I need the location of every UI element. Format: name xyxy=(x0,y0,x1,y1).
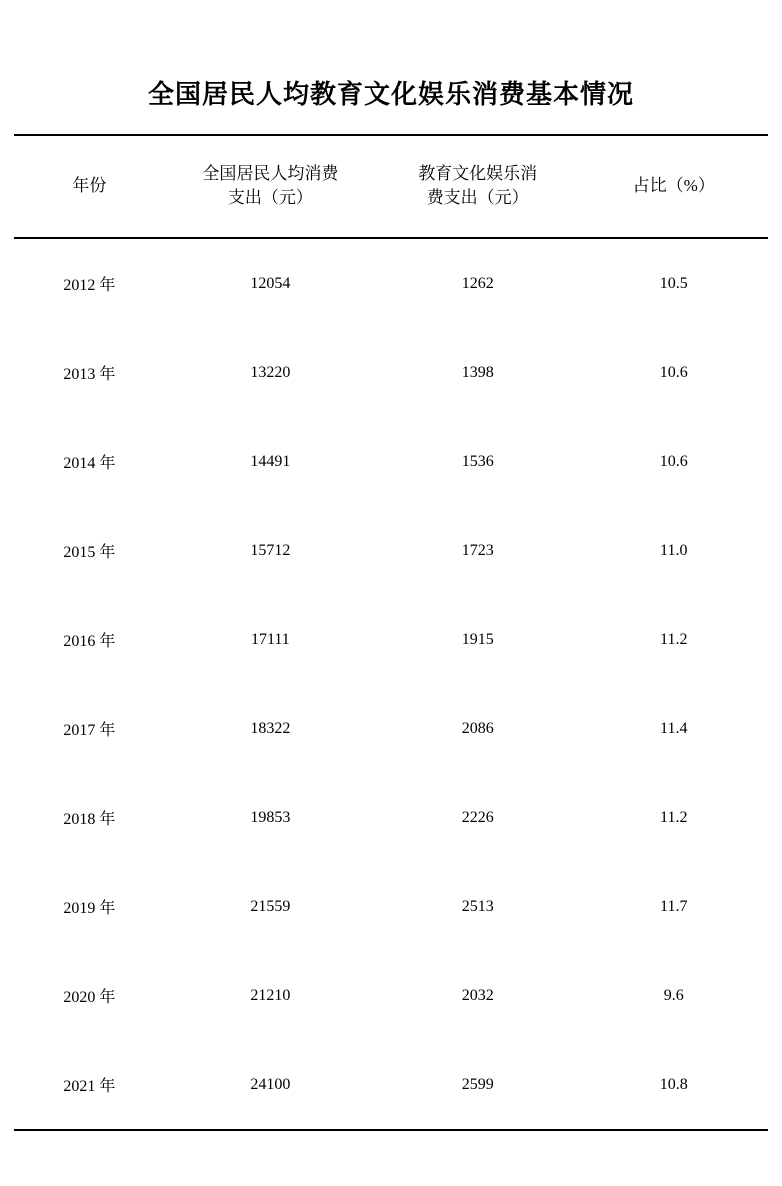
table-row xyxy=(14,1040,768,1130)
cell-total-expenditure: 24100 xyxy=(250,1075,291,1093)
cell-edu-expenditure: 1398 xyxy=(461,363,494,381)
column-header-year xyxy=(14,135,165,238)
table-row xyxy=(14,773,768,862)
column-header-total-expenditure xyxy=(165,135,376,238)
cell-year: 2020 年 xyxy=(63,989,116,1007)
cell-total-expenditure: 15712 xyxy=(250,541,291,559)
cell-share: 10.6 xyxy=(659,363,688,381)
cell-year: 2013 年 xyxy=(63,366,116,384)
cell-total-expenditure: 17111 xyxy=(250,630,290,648)
table-row xyxy=(14,506,768,595)
cell-year: 2012 年 xyxy=(63,277,116,295)
cell-year: 2019 年 xyxy=(63,900,116,918)
cell-share: 11.0 xyxy=(660,541,688,559)
cell-total-expenditure: 21210 xyxy=(250,986,291,1004)
cell-share: 11.7 xyxy=(660,897,688,915)
cell-share: 11.2 xyxy=(660,630,688,648)
cell-edu-expenditure: 2513 xyxy=(461,897,494,915)
cell-share: 10.5 xyxy=(659,274,688,292)
cell-edu-expenditure: 2226 xyxy=(461,808,494,826)
table-row xyxy=(14,951,768,1040)
column-header-year-line1: 年份 xyxy=(72,176,107,196)
cell-edu-expenditure: 1915 xyxy=(461,630,494,648)
cell-edu-expenditure: 1262 xyxy=(461,274,494,292)
cell-total-expenditure: 18322 xyxy=(250,719,291,737)
cell-edu-expenditure: 1536 xyxy=(461,452,494,470)
cell-year: 2016 年 xyxy=(63,633,116,651)
table-header-row xyxy=(14,135,768,238)
cell-edu-expenditure: 2086 xyxy=(461,719,494,737)
cell-share: 10.6 xyxy=(659,452,688,470)
cell-year: 2017 年 xyxy=(63,722,116,740)
cell-share: 10.8 xyxy=(659,1075,688,1093)
consumption-table xyxy=(14,134,768,1131)
cell-year: 2015 年 xyxy=(63,544,116,562)
cell-total-expenditure: 19853 xyxy=(250,808,291,826)
column-header-total-expenditure-line2: 支出（元） xyxy=(227,188,313,208)
cell-year: 2018 年 xyxy=(63,811,116,829)
table-body xyxy=(14,238,768,1130)
column-header-edu-expenditure xyxy=(376,135,580,238)
cell-edu-expenditure: 2599 xyxy=(461,1075,494,1093)
cell-total-expenditure: 21559 xyxy=(250,897,291,915)
table-row xyxy=(14,328,768,417)
column-header-edu-expenditure-line2: 费支出（元） xyxy=(426,188,529,208)
table-row xyxy=(14,595,768,684)
column-header-share xyxy=(579,135,768,238)
cell-edu-expenditure: 2032 xyxy=(461,986,494,1004)
table-header xyxy=(14,135,768,238)
cell-year: 2014 年 xyxy=(63,455,116,473)
column-header-share-line1: 占比（%） xyxy=(632,176,715,196)
page-title: 全国居民人均教育文化娱乐消费基本情况 xyxy=(147,80,634,109)
cell-share: 9.6 xyxy=(663,986,684,1004)
cell-total-expenditure: 14491 xyxy=(250,452,291,470)
cell-total-expenditure: 12054 xyxy=(250,274,291,292)
table-row xyxy=(14,238,768,328)
column-header-total-expenditure-line1: 全国居民人均消费 xyxy=(202,163,339,183)
cell-year: 2021 年 xyxy=(63,1078,116,1096)
cell-share: 11.4 xyxy=(660,719,688,737)
cell-total-expenditure: 13220 xyxy=(250,363,291,381)
table-row xyxy=(14,862,768,951)
cell-edu-expenditure: 1723 xyxy=(461,541,494,559)
table-row xyxy=(14,684,768,773)
cell-share: 11.2 xyxy=(660,808,688,826)
column-header-edu-expenditure-line1: 教育文化娱乐消 xyxy=(418,163,538,183)
table-row xyxy=(14,417,768,506)
